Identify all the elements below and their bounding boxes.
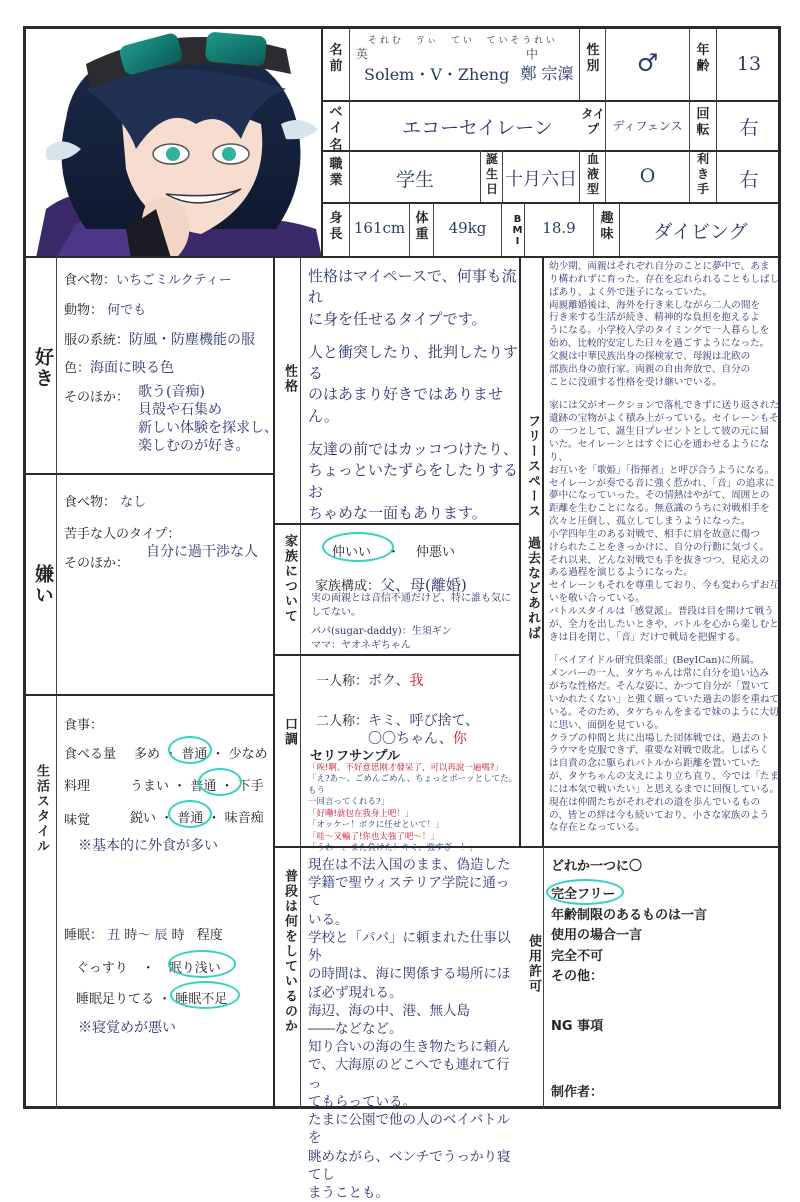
name-english: Solem・V・Zheng bbox=[364, 65, 510, 84]
birth-value: 十月六日 bbox=[505, 169, 577, 190]
hobby-value: ダイビング bbox=[653, 221, 748, 243]
cook-circle bbox=[198, 768, 242, 796]
usage-options: 完全フリー 年齢制限のあるものは一言 使用の場合一言 完全不可 その他： bbox=[551, 887, 708, 985]
likes-label: 好き bbox=[32, 347, 54, 389]
lifestyle-label: 生活スタイル bbox=[34, 764, 49, 854]
amount-label: 食べる量 bbox=[64, 747, 117, 762]
family-note: 実の両親とは音信不通だけど、特に誰も気に してない。 bbox=[311, 593, 511, 618]
speech-label: 口調 bbox=[282, 717, 297, 747]
taste-circle bbox=[168, 800, 212, 828]
free-text: 幼少期、両親はそれぞれ自分のことに夢中で、あま り構われずに育った。存在を忘れられることもしばし ばあり、よく外で迷子になっていた。 両親離婚後は、海外を行き来しながら二人の間を 行き来する生活が続き、精神的な負担を抱えるよ うになる。小学校入学のタイミングで一人暮らしを 始め、比較的安定した日々を過ごすようになった。 父親は中華民族出身の探検家で、母親は北欧の 部族出身の旅行家。両親の自由奔放で、自分の ことに没頭する性格を受け継いでいる。 家には父がオークションで落札できずに送り返された 遺跡の宝物がよく積み上がっている。セイレーンもそ の一つとして、誕生日プレゼントとして彼の元に届 いた。セイレーンとはすぐに心を通わせるようになり、 お互いを「歌姫」「指揮者」と呼び合うようになる。 セイレーンが奏でる音に強く惹かれ、「音」の追求に 夢中になっていった。その情熱はやがて、周囲との 距離を生むことになる。無意識のうちに対戦相手を 次々と圧倒し、孤立してしまうようになった。 小学四年生のある対戦で、相手に肩を故意に傷つ けられたことをきっかけに、自分の行動に気づく。 それ以来、どんな対戦でも手を抜きつつ、見応えの ある過程を演じるようになった。 セイレーンもそれを尊重しており、今も変わらずお互 いを敬い合っている。 バトルスタイルは「感覚派」。普段は目を開けて戦う が、全力を出したいときや、バトルを心から楽しむと きは目を閉じ、「音」だけで戦局を把握する。 「ベイアイドル研究倶楽部」(BeyICan)に所属。 メンバーの一人、タケちゃんは常に自分を追い込み がちな性格だ。そんな姿に、かつて自分が「置いて いかれたくない」と強く願っていた過去の影を重ねて いる。そのため、タケちゃんをまるで妹のように大切 に思い、面倒を見ている。 クラブの仲間と共に出場した団体戦では、過去のト ラウマを克服できず、重要な対戦で敗北。しばらく は自責の念に駆られバトルから距離を置いていた が、タケちゃんの支えにより立ち直り、今では「たま には本気で戦いたい」と思えるまでに回復している。 現在は仲間たちがそれぞれの道を歩んでいるもの の、皆との絆は今も続いており、小さな家族のよう な存在となっている。 bbox=[549, 261, 780, 834]
dislikes-label: 嫌い bbox=[32, 564, 54, 606]
height-value: 161cm bbox=[353, 219, 406, 237]
portrait-illustration bbox=[26, 29, 322, 258]
second-person-2: 〇〇ちゃん、你 bbox=[368, 731, 467, 747]
name-cn-tag: 中 bbox=[526, 47, 539, 61]
sleep-amount-circle bbox=[170, 981, 240, 1009]
usage-circle bbox=[546, 879, 624, 905]
sex-label: 性別 bbox=[586, 43, 600, 75]
job-label: 職業 bbox=[329, 157, 343, 189]
type-label: タイプ bbox=[581, 107, 605, 136]
dislikes-other-label: そのほか： bbox=[64, 556, 130, 571]
family-papa: パパ(sugar-daddy)：生須ギン bbox=[311, 626, 452, 637]
bey-value: エコーセイレーン bbox=[402, 117, 553, 139]
spin-label: 回転 bbox=[696, 107, 710, 139]
sample-label: セリフサンプル bbox=[310, 749, 400, 764]
dislikes-type: 自分に過干渉な人 bbox=[146, 544, 258, 560]
likes-other: 歌う(音痴) 貝殻や石集め 新しい体験を探求し、 楽しむのが好き。 bbox=[138, 384, 278, 454]
likes-food: 食べ物：いちごミルクティー bbox=[64, 273, 232, 288]
character-portrait bbox=[26, 29, 322, 258]
free-label: フリースペース 過去などあれば bbox=[525, 414, 540, 641]
sleep-note: ※寝覚めが悪い bbox=[78, 1020, 176, 1036]
usage-ng: NG 事項 bbox=[551, 1019, 604, 1034]
meal-label: 食事： bbox=[64, 718, 104, 733]
birth-label: 誕生日 bbox=[485, 152, 498, 196]
bmi-value: 18.9 bbox=[542, 219, 576, 237]
name-chinese: 鄭 宗澟 bbox=[520, 64, 574, 83]
blood-label: 血液型 bbox=[586, 152, 599, 196]
usage-author: 制作者： bbox=[551, 1085, 604, 1100]
age-label: 年齢 bbox=[696, 43, 710, 75]
bmi-label: BMI bbox=[512, 213, 523, 247]
personality-text: 性格はマイペースで、何事も流れ に身を任せるタイプです。 人と衝突したり、批判したりする のはあまり好きではありません。 友達の前ではカッコつけたり、 ちょっといたずらをしたりするお ちゃめな一面もあります。 bbox=[308, 267, 519, 522]
type-value: ディフェンス bbox=[612, 119, 683, 133]
name-label: 名前 bbox=[329, 43, 343, 75]
amount-options: 多め ・ 普通 ・ 少なめ bbox=[134, 747, 268, 762]
daily-text: 現在は不法入国のまま、偽造した 学籍で聖ウィステリア学院に通って いる。 学校と「パパ」に頼まれた仕事以外 の時間は、海に関係する場所にほ ぼ必ず現れる。 海辺、海の中、港、無人島 ――などなど。 知り合いの海の生き物たちに頼ん で、大海原のどこへでも連れて行っ てもらっている。 たまに公園で他の人のベイバトルを 眺めながら、ベンチでうっかり寝てし まうことも。 bbox=[308, 857, 511, 1201]
weight-value: 49kg bbox=[448, 219, 487, 237]
family-label: 家族について bbox=[282, 534, 297, 624]
cook-options: うまい ・ 普通 ・ 下手 bbox=[130, 779, 264, 794]
age-value: 13 bbox=[736, 53, 762, 75]
family-relation: 仲いい ・ 仲悪い bbox=[332, 545, 456, 560]
usage-choose: どれか一つに〇 bbox=[551, 859, 643, 874]
job-value: 学生 bbox=[395, 169, 434, 191]
blood-value: O bbox=[639, 165, 656, 187]
sex-value: ♂ bbox=[636, 49, 659, 77]
sleep-depth-circle bbox=[168, 950, 236, 978]
spin-value: 右 bbox=[739, 117, 759, 139]
usage-label: 使用許可 bbox=[526, 934, 541, 994]
sleep-amount: 睡眠足りてる ・ 睡眠不足 bbox=[76, 992, 228, 1007]
weight-label: 体重 bbox=[415, 211, 429, 243]
taste-options: 鋭い ・ 普通 ・ 味音痴 bbox=[130, 811, 264, 826]
profile-sheet bbox=[23, 26, 781, 1201]
likes-animal: 動物： 何でも bbox=[64, 303, 147, 318]
hand-label: 利き手 bbox=[696, 152, 709, 196]
name-ruby: そ れ む ゔ ぃ て い て い そ う れ い bbox=[368, 36, 555, 46]
name-en-tag: 英 bbox=[356, 47, 369, 61]
hand-value: 右 bbox=[739, 169, 759, 191]
bey-label: ベイ名 bbox=[329, 105, 343, 153]
first-person: 一人称：ボク、我 bbox=[316, 673, 424, 689]
second-person: 二人称：キミ、呼び捨て、 bbox=[316, 713, 480, 729]
likes-clothes: 服の系統：防風・防塵機能の服 bbox=[64, 332, 256, 348]
sleep-depth: ぐっすり ・ 眠り浅い bbox=[76, 961, 221, 976]
eat-note: ※基本的に外食が多い bbox=[78, 838, 218, 854]
dislikes-type-label: 苦手な人のタイプ： bbox=[64, 527, 181, 542]
hobby-label: 趣味 bbox=[600, 211, 614, 243]
family-mama: ママ：ヤオネギちゃん bbox=[311, 640, 411, 651]
likes-other-label: そのほか： bbox=[64, 390, 130, 405]
amount-circle bbox=[168, 736, 212, 764]
family-comp: 家族構成：父、母(離婚) bbox=[315, 576, 467, 594]
family-circle bbox=[322, 532, 394, 562]
taste-label: 味覚 bbox=[64, 813, 91, 828]
likes-color: 色：海面に映る色 bbox=[64, 360, 175, 376]
daily-label: 普段は何をしているのか bbox=[282, 869, 297, 1034]
sleep-label: 睡眠： 丑 時〜 辰 時 程度 bbox=[64, 928, 223, 943]
speech-samples: 「唉!啊、不好意思刚才發呆了，可以再說一遍嗎?」 「え?あ〜、ごめんごめん、ちょっとボーッとしてた。もう 一回言ってくれる?」 「好嘞!就包在我身上吧！」 「オッケー！ボクに任せといて！」 「哇〜又輸了!你也太強了吧〜！」 「うわ〜、また負けた！キミ、強すぎ〜！」 bbox=[308, 763, 518, 854]
cook-label: 料理 bbox=[64, 779, 91, 794]
height-label: 身長 bbox=[329, 211, 343, 243]
personality-label: 性格 bbox=[282, 364, 297, 394]
dislikes-food: 食べ物： なし bbox=[64, 495, 147, 510]
